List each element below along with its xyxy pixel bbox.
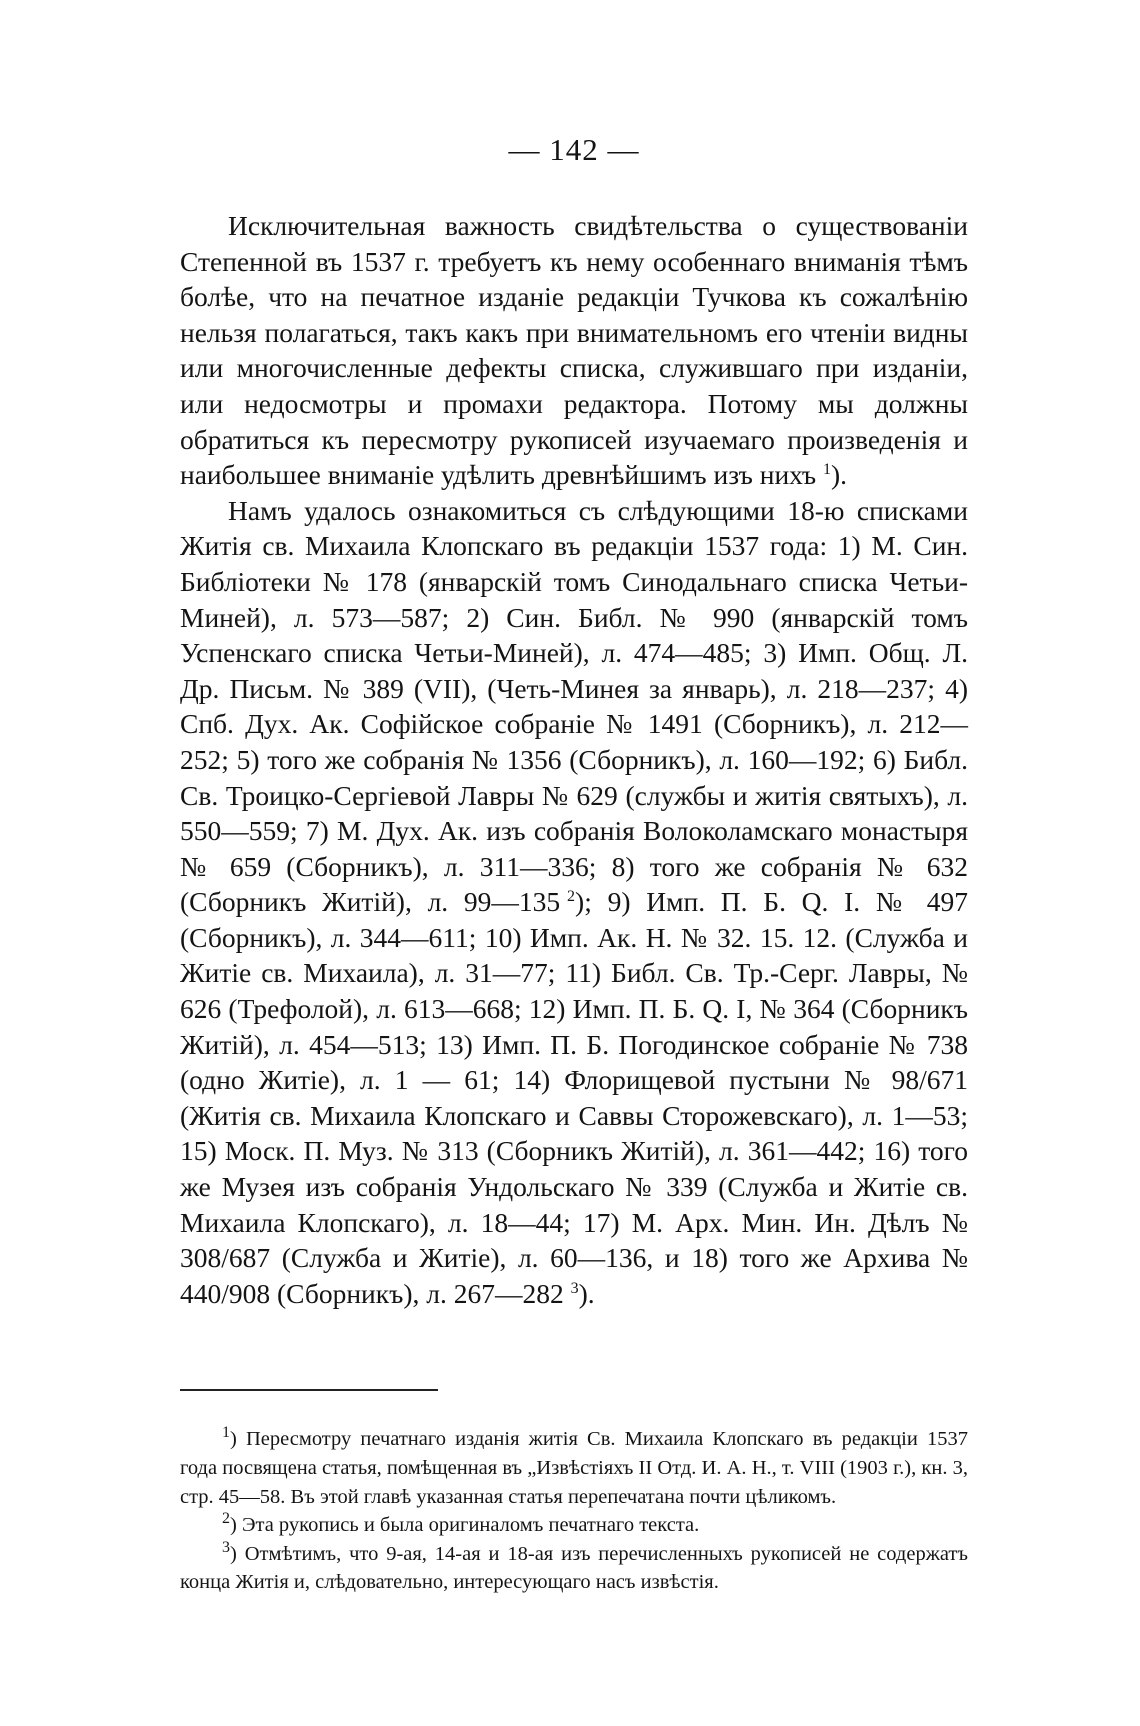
book-page (180, 132, 968, 1597)
main-text (180, 208, 968, 1311)
footnote-2-text: ) Эта рукопись и была оригиналомъ печатнаго текста. (230, 1514, 700, 1537)
footnote-ref-2: 2 (567, 888, 576, 906)
footnote-2 (180, 1511, 968, 1540)
footnote-ref-3: 3 (570, 1279, 579, 1297)
paragraph-1: Исключительная важность свидѣтельства о существованіи Степенной въ 1537 г. требуетъ къ нему особеннаго вниманія тѣмъ болѣе, что на печатное изданіе редакціи Тучкова къ сожалѣнію нельзя полагаться, такъ какъ при внимательномъ его чтеніи видны или многочисленные дефекты списка, служившаго при изданіи, или недосмотры и промахи редактора. Потому мы должны обратиться къ пересмотру рукописей изучаемаго произведенія и наибольшее вниманіе удѣлить древнѣйшимъ изъ нихъ $^1$). (180, 210, 968, 491)
footnotes (180, 1425, 968, 1597)
footnote-separator (180, 1389, 438, 1391)
paragraph-2: Намъ удалось ознакомиться съ слѣдующими 18-ю списками Житія св. Михаила Клопскаго въ редакціи 1537 года: 1) М. Син. Библіотеки № 178 (январскій томъ Синодальнаго списка Четьи-Миней), л. 573—587; 2) Син. Библ. № 990 (январскій томъ Успенскаго списка Четьи-Миней), л. 474—485; 3) Имп. Общ. Л. Др. Письм. № 389 (VII), (Четь-Минея за январь), л. 218—237; 4) Спб. Дух. Ак. Софійское собраніе № 1491 (Сборникъ), л. 212—252; 5) того же собранія № 1356 (Сборникъ), л. 160—192; 6) Библ. Св. Троицко-Сергіевой Лавры № 629 (службы и житія святыхъ), л. 550—559; 7) М. Дух. Ак. изъ собранія Волоколамскаго монастыря № 659 (Сборникъ), л. 311—336; 8) того же собранія № 632 (Сборникъ Житій), л. 99—135 $^2$); 9) Имп. П. Б. Q. I. № 497 (Сборникъ), л. 344—611; 10) Имп. Ак. Н. № 32. 15. 12. (Служба и Житіе св. Михаила), л. 31—77; 11) Библ. Св. Тр.-Серг. Лавры, № 626 (Трефолой), л. 613—668; 12) Имп. П. Б. Q. I, № 364 (Сборникъ Житій), л. 454—513; 13) Имп. П. Б. Погодинское собраніе № 738 (одно Житіе), л. 1 — 61; 14) Флорищевой пустыни № 98/671 (Житія св. Михаила Клопскаго и Саввы Сторожевскаго), л. 1—53; 15) Моск. П. Муз. № 313 (Сборникъ Житій), л. 361—442; 16) того же Музея изъ собранія Ундольскаго № 339 (Служба и Житіе св. Михаила Клопскаго), л. 18—44; 17) М. Арх. Мин. Ин. Дѣлъ № 308/687 (Служба и Житіе), л. 60—136, и 18) того же Архива № 440/908 (Сборникъ), л. 267—282 $^3$). (180, 494, 968, 1309)
footnote-1-mark: 1 (222, 1424, 230, 1442)
footnote-3 (180, 1540, 968, 1597)
page-number: — 142 — (508, 132, 640, 167)
footnote-2-mark: 2 (222, 1510, 230, 1528)
footnote-1 (180, 1425, 968, 1511)
paragraph-2-text-b: ; 9) Имп. П. Б. Q. I. № 497 (Сборникъ), л. 344—611; 10) Имп. Ак. Н. № 32. 15. 12. (Служба и Житіе св. Михаила), л. 31—77; 11) Библ. Св. Тр.-Серг. Лавры, № 626 (Трефолой), л. 613—668; 12) Имп. П. Б. Q. I, № 364 (Сборникъ Житій), л. 454—513; 13) Имп. П. Б. Погодинское собраніе № 738 (одно Житіе), л. 1 — 61; 14) Флорищевой пустыни № 98/671 (Житія св. Михаила Клопскаго и Саввы Сторожевскаго), л. 1—53; 15) Моск. П. Муз. № 313 (Сборникъ Житій), л. 361—442; 16) того же Музея изъ собранія Ундольскаго № 339 (Служба и Житіе св. Михаила Клопскаго), л. 18—44; 17) М. Арх. Мин. Ин. Дѣлъ № 308/687 (Служба и Житіе), л. 60—136, и 18) того же Архива № 440/908 (Сборникъ), л. 267—282 (180, 886, 968, 1309)
paragraph-2-end: ). (578, 1277, 595, 1309)
footnote-3-mark: 3 (222, 1538, 230, 1556)
footnote-ref-1: 1 (822, 461, 831, 478)
paragraph-2-text-a: Намъ удалось ознакомиться съ слѣдующими 18-ю списками Житія св. Михаила Клопскаго въ редакціи 1537 года: 1) М. Син. Библіотеки № 178 (январскій томъ Синодальнаго списка Четьи-Миней), л. 573—587; 2) Син. Библ. № 990 (январскій томъ Успенскаго списка Четьи-Миней), л. 474—485; 3) Имп. Общ. Л. Др. Письм. № 389 (VII), (Четь-Минея за январь), л. 218—237; 4) Спб. Дух. Ак. Софійское собраніе № 1491 (Сборникъ), л. 212—252; 5) того же собранія № 1356 (Сборникъ), л. 160—192; 6) Библ. Св. Троицко-Сергіевой Лавры № 629 (службы и житія святыхъ), л. 550—559; 7) М. Дух. Ак. изъ собранія Волоколамскаго монастыря № 659 (Сборникъ), л. 311—336; 8) того же собранія № 632 (Сборникъ Житій), л. 99—135 (180, 494, 968, 918)
footnote-1-text: ) Пересмотру печатнаго изданія житія Св. Михаила Клопскаго въ редакціи 1537 года посвящена статья, помѣщенная въ „Извѣстіяхъ II Отд. И. А. Н., т. VIII (1903 г.), кн. 3, стр. 45—58. Въ этой главѣ указанная статья перепечатана почти цѣликомъ. (180, 1428, 968, 1508)
footnote-3-text: ) Отмѣтимъ, что 9-ая, 14-ая и 18-ая изъ перечисленныхъ рукописей не содержатъ конца Житія и, слѣдовательно, интересующаго насъ извѣстія. (180, 1542, 968, 1594)
paragraph-1-text: Исключительная важность свидѣтельства о существованіи Степенной въ 1537 г. требуетъ къ нему особеннаго вниманія тѣмъ болѣе, что на печатное изданіе редакціи Тучкова къ сожалѣнію нельзя полагаться, такъ какъ при внимательномъ его чтеніи видны или многочисленные дефекты списка, служившаго при изданіи, или недосмотры и промахи редактора. Потому мы должны обратиться къ пересмотру рукописей изучаемаго произведенія и наибольшее вниманіе удѣлить древнѣйшимъ изъ нихъ (180, 210, 968, 491)
